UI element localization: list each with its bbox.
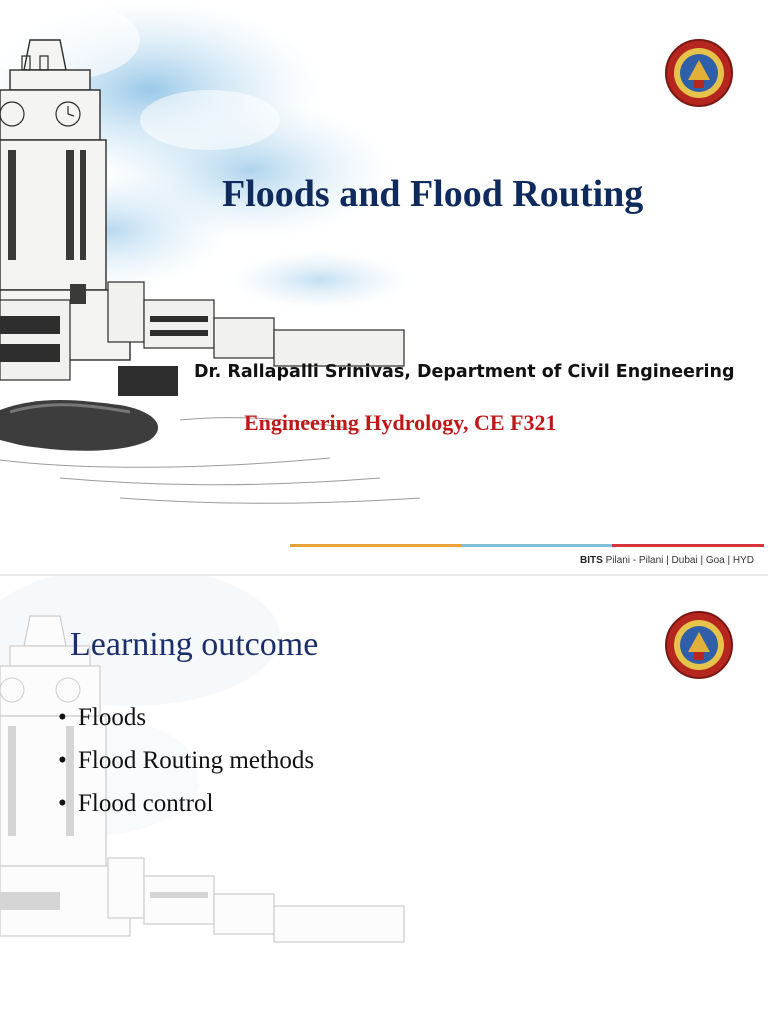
footer-bar-red (612, 544, 764, 547)
footer-brand: BITS (580, 555, 603, 566)
bullet-icon: • (58, 704, 67, 731)
bullet-icon: • (58, 790, 67, 817)
footer-bar-blue (462, 544, 612, 547)
bullet-icon: • (58, 747, 67, 774)
footer-campus-prefix: Pilani (605, 555, 631, 566)
author-line: Dr. Rallapalli Srinivas, Department of Civil Engineering (194, 362, 735, 382)
course-line: Engineering Hydrology, CE F321 (244, 410, 557, 435)
list-item: • Floods (58, 696, 314, 739)
footer-bar-orange (290, 544, 462, 547)
clock-tower-illustration (0, 0, 460, 520)
bits-pilani-emblem-icon (664, 38, 734, 108)
slide-title: Floods and Flood Routing (222, 173, 644, 215)
footer-campuses (580, 555, 754, 566)
learning-outcome-list (58, 696, 314, 825)
slide-heading: Learning outcome (70, 626, 319, 663)
list-item: • Flood Routing methods (58, 739, 314, 782)
bits-pilani-emblem-icon-2 (664, 610, 734, 680)
list-item: • Flood control (58, 782, 314, 825)
footer-campus-list: - Pilani | Dubai | Goa | HYD (632, 555, 754, 566)
learning-outcome-slide (0, 576, 768, 1024)
